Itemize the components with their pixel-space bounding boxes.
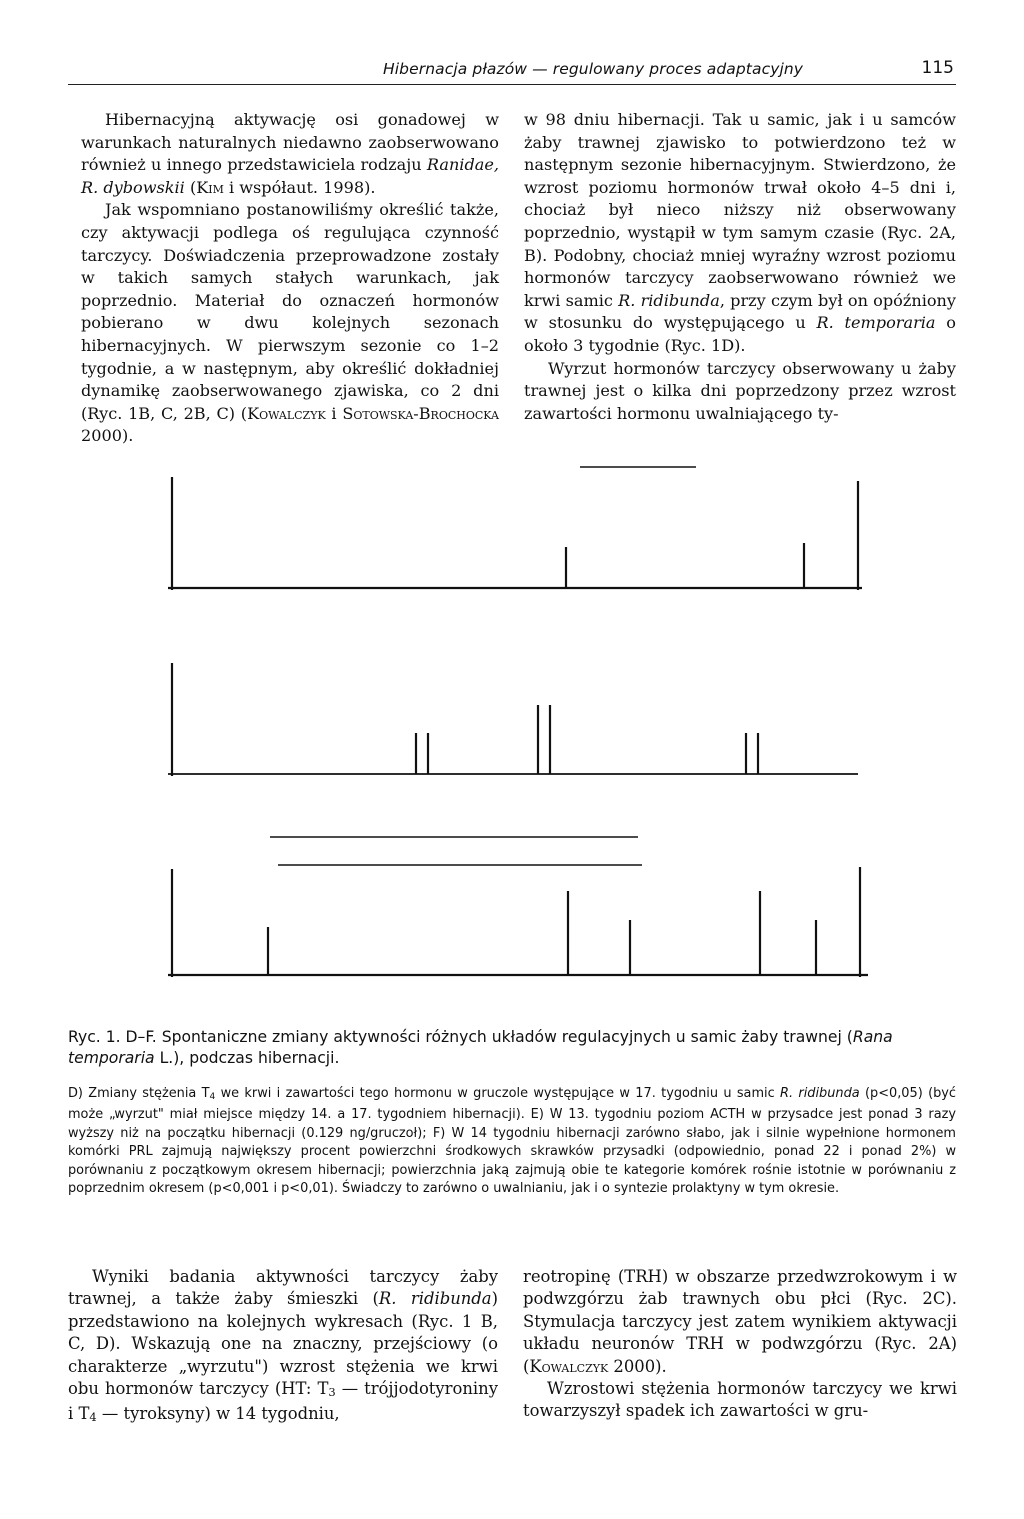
- paragraph: Wyniki badania aktywności tarczycy żaby trawnej, a także żaby śmieszki (R. ridibunda) przedstawiono na kolejnych wykresach (Ryc. 1 B, C, D). Wskazują one na znaczny, przejściowy (o charakterze „wyrzutu") wzrost stężenia we krwi obu hormonów tarczycy (HT: $T_3$ — trójjodotyroniny i $T_4$ — tyroksyny) w 14 tygodniu,: [68, 1267, 498, 1425]
- running-head: Hibernacja płazów — regulowany proces adaptacyjny: [383, 60, 804, 78]
- page-number: 115: [921, 58, 954, 78]
- species-name: R. ridibunda: [780, 1086, 860, 1101]
- species-name: R. temporaria: [816, 313, 936, 333]
- right-column: [524, 109, 956, 425]
- figure-1-d-f: [160, 465, 870, 1025]
- panel-d: [168, 467, 862, 590]
- citation-author: Kowalczyk: [247, 403, 326, 423]
- paragraph: reotropinę (TRH) w obszarze przedwzrokowym i w podwzgórzu żab trawnych obu płci (Ryc. 2C). Stymulacja tarczycy jest zatem wynikiem aktywacji układu neuronów TRH w podwzgórzu (Ryc. 2A) (Kowalczyk 2000).: [523, 1267, 957, 1376]
- figure-graphics: [160, 465, 870, 1025]
- citation-author: Sotowska-Brochocka: [342, 403, 499, 423]
- species-name: Rana temporaria: [68, 1028, 893, 1067]
- paragraph: Hibernacyjną aktywację osi gonadowej w warunkach naturalnych niedawno zaobserwowano również u innego przedstawiciela rodzaju Ranidae, R. dybowskii (Kim i współaut. 1998).: [81, 110, 499, 197]
- citation-author: Kowalczyk: [529, 1356, 609, 1376]
- page-header: [68, 56, 956, 85]
- citation-author: Kim: [196, 177, 224, 197]
- species-name: R. ridibunda: [378, 1289, 492, 1309]
- species-name: Ranidae, R. dybowskii: [81, 155, 499, 197]
- bottom-right-column: [523, 1266, 957, 1423]
- paragraph: w 98 dniu hibernacji. Tak u samic, jak i u samców żaby trawnej zjawisko to potwierdzono też w następnym sezonie hibernacyjnym. Stwierdzono, że wzrost poziomu hormonów trwał około 4–5 dni i, chociaż był nieco niższy niż obserwowany poprzednio, wystąpił w tym samym czasie (Ryc. 2A, B). Podobny, chociaż mniej wyraźny wzrost poziomu hormonów tarczycy zaobserwowano również we krwi samic R. ridibunda, przy czym był on opóźniony w stosunku do występującego u R. temporaria o około 3 tygodnie (Ryc. 1D).: [524, 110, 956, 355]
- panel-e: [168, 663, 858, 776]
- paragraph: Jak wspomniano postanowiliśmy określić także, czy aktywacji podlega oś regulująca czynność tarczycy. Doświadczenia przeprowadzone zostały w takich samych stałych warunkach, jak poprzednio. Materiał do oznaczeń hormonów pobierano w dwu kolejnych sezonach hibernacyjnych. W pierwszym sezonie co 1–2 tygodnie, a w następnym, aby określić dokładniej dynamikę zaobserwowanego zjawiska, co 2 dni (Ryc. 1B, C, 2B, C) (Kowalczyk i Sotowska-Brochocka 2000).: [81, 200, 499, 446]
- paragraph: Wzrostowi stężenia hormonów tarczycy we krwi towarzyszył spadek ich zawartości w gru-: [523, 1379, 957, 1421]
- paragraph: Wyrzut hormonów tarczycy obserwowany u żaby trawnej jest o kilka dni poprzedzony przez wzrost zawartości hormonu uwalniającego ty-: [524, 358, 956, 423]
- left-column: [81, 109, 499, 448]
- panel-f: [168, 837, 868, 977]
- caption-title: Ryc. 1. D–F. Spontaniczne zmiany aktywności różnych układów regulacyjnych u samic żaby trawnej (Rana temporaria L.), podczas hibernacji.: [68, 1028, 893, 1067]
- species-name: R. ridibunda: [618, 290, 720, 310]
- bottom-left-column: [68, 1266, 498, 1429]
- caption-detail: D) Zmiany stężenia $T_4$ we krwi i zawartości tego hormonu w gruczole występujące w 17. tygodniu u samic R. ridibunda (p<0,05) (być może „wyrzut" miał miejsce między 14. a 17. tygodniem hibernacji). E) W 13. tygodniu poziom ACTH w przysadce jest ponad 3 razy wyższy niż na początku hibernacji (0.129 ng/gruczoł); F) W 14 tygodniu hibernacji zarówno słabo, jak i silnie wypełnione hormonem komórki PRL zajmują największy procent powierzchni środkowych skrawków przysadki (odpowiednio, ponad 22 i ponad 2%) w porównaniu z początkowym okresem hibernacji; powierzchnia jaką zajmują obie te kategorie komórek rośnie istotnie w porównaniu z poprzednim okresem (p<0,001 i p<0,01). Świadczy to zarówno o uwalnianiu, jak i o syntezie prolaktyny w tym okresie.: [68, 1086, 956, 1197]
- figure-caption: [68, 1027, 956, 1198]
